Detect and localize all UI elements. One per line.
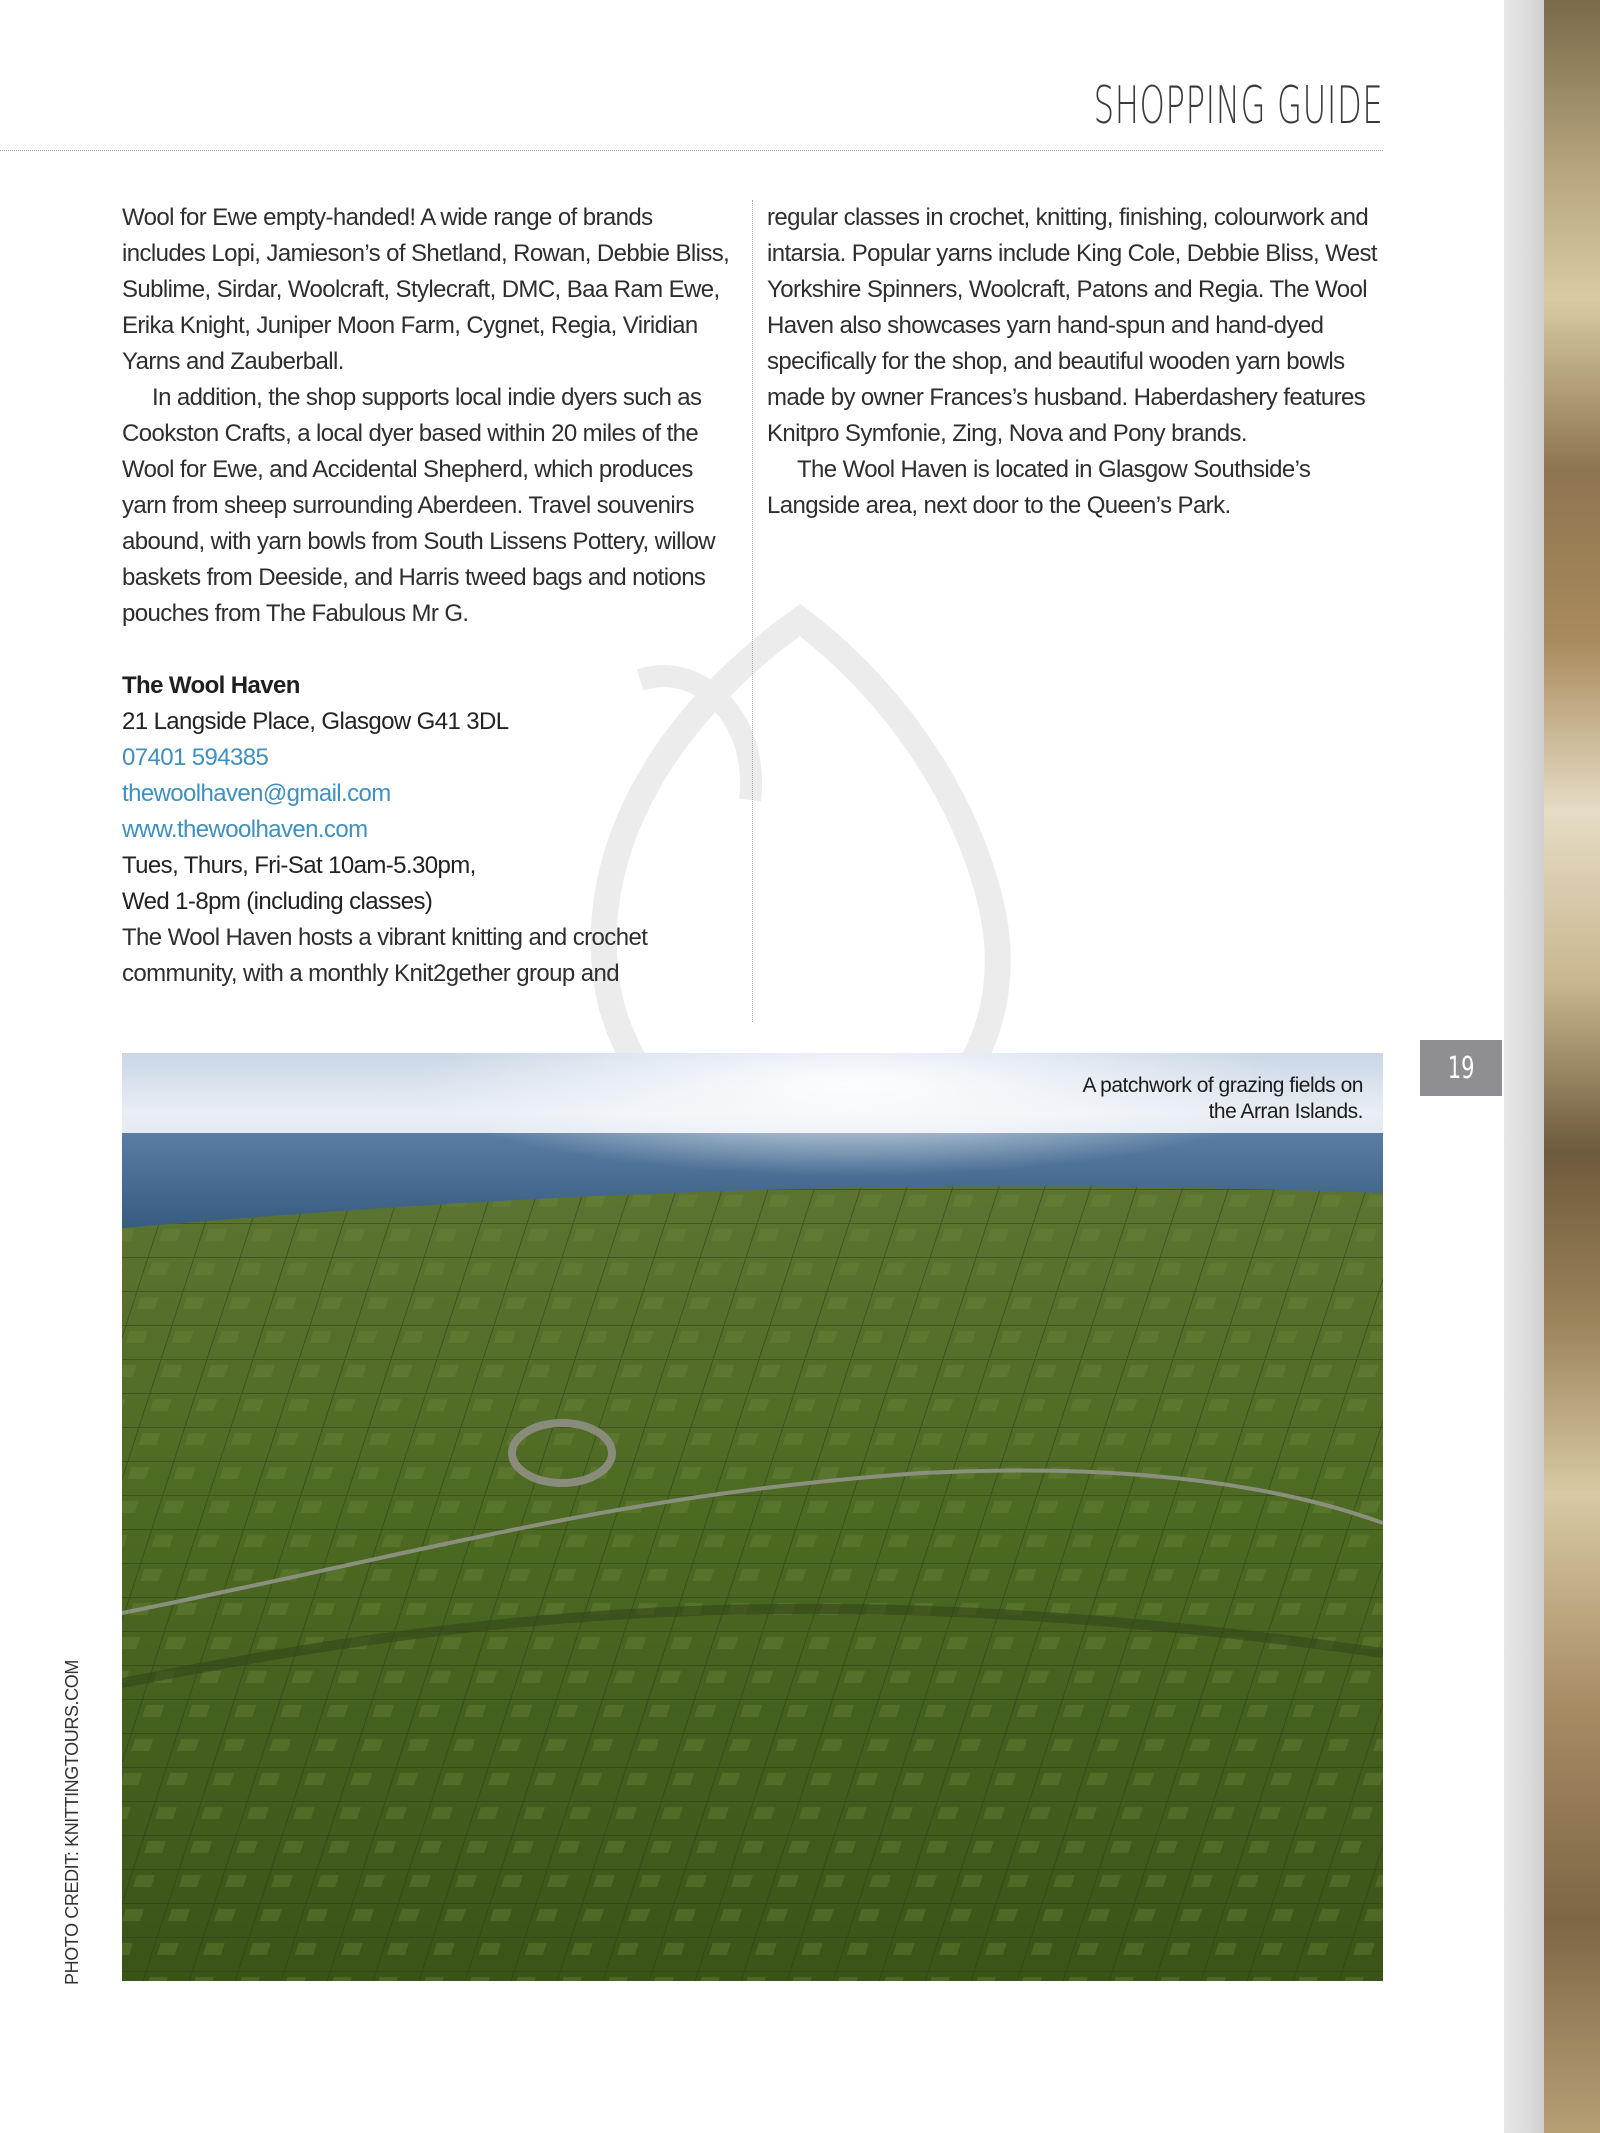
shop-website-link[interactable]: www.thewoolhaven.com [122, 816, 368, 843]
section-title: SHOPPING GUIDE [1093, 76, 1383, 136]
shop-email-link[interactable]: thewoolhaven@gmail.com [122, 780, 391, 807]
article-paragraph: Wool for Ewe empty-handed! A wide range of brands includes Lopi, Jamieson’s of Shetland, Rowan, Debbie Bliss, Sublime, Sirdar, Woolcraft, Stylecraft, DMC, Baa Ram Ewe, Erika Knight, Juniper Moon Farm, Cygnet, Regia, Viridian Yarns and Zauberball. [122, 204, 730, 375]
shop-name: The Wool Haven [122, 672, 300, 699]
article-paragraph: In addition, the shop supports local indie dyers such as Cookston Crafts, a local dyer based within 20 miles of the Wool for Ewe, and Accidental Shepherd, which produces yarn from sheep surrounding Aberdeen. Travel souvenirs abound, with yarn bowls from South Lissens Pottery, willow baskets from Deeside, and Harris tweed bags and notions pouches from The Fabulous Mr G. [122, 384, 716, 627]
shop-hours: Tues, Thurs, Fri-Sat 10am-5.30pm, [122, 852, 476, 879]
page-number: 19 [1447, 1050, 1475, 1086]
aerial-photo [122, 1053, 1383, 1981]
page-number-badge [1420, 1040, 1502, 1096]
facing-page-edge [1544, 0, 1600, 2133]
shop-phone-link[interactable]: 07401 594385 [122, 744, 269, 771]
aerial-photo-image [122, 1053, 1383, 1981]
shop-listing [122, 668, 734, 920]
photo-caption: A patchwork of grazing fields on the Arran Islands. [1082, 1074, 1363, 1123]
shop-address: 21 Langside Place, Glasgow G41 3DL [122, 708, 509, 735]
article-paragraph: regular classes in crochet, knitting, finishing, colourwork and intarsia. Popular yarns include King Cole, Debbie Bliss, West Yorkshire Spinners, Woolcraft, Patons and Regia. The Wool Haven also showcases yarn hand-spun and hand-dyed specifically for the shop, and beautiful wooden yarn bowls made by owner Frances’s husband. Haberdashery features Knitpro Symfonie, Zing, Nova and Pony brands. [767, 204, 1377, 447]
right-column [767, 200, 1387, 524]
shop-hours: Wed 1-8pm (including classes) [122, 888, 433, 915]
spacer [122, 632, 734, 668]
left-column [122, 200, 734, 992]
photo-credit: PHOTO CREDIT: KNITTINGTOURS.COM [62, 1660, 82, 1985]
article-paragraph: The Wool Haven hosts a vibrant knitting and crochet community, with a monthly Knit2gether group and [122, 924, 648, 987]
page-gutter [1504, 0, 1544, 2133]
article-paragraph: The Wool Haven is located in Glasgow Southside’s Langside area, next door to the Queen’s Park. [767, 456, 1311, 519]
header-rule [0, 150, 1383, 151]
column-divider [752, 200, 753, 1022]
